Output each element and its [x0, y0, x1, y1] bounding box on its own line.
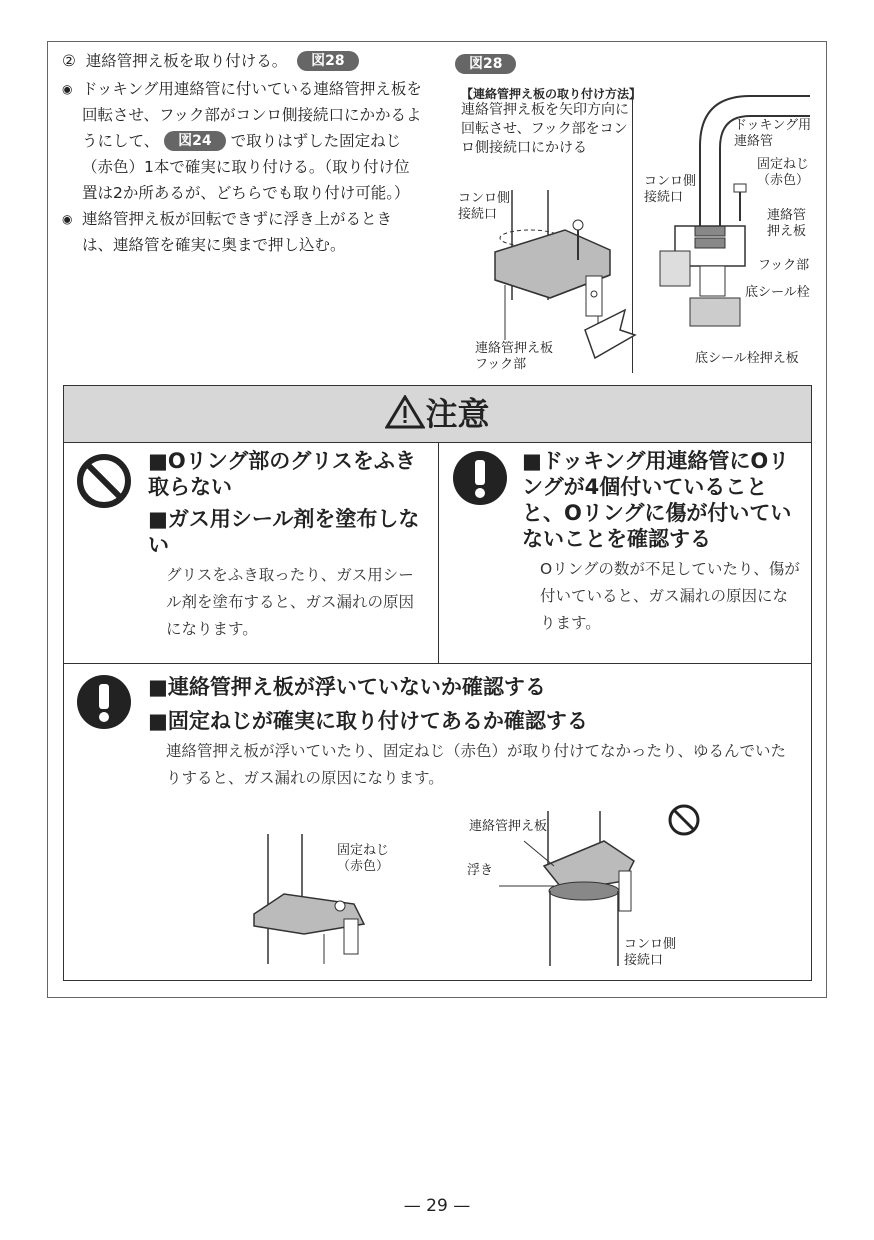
caution-right: [522, 448, 802, 637]
figure-ref-badge: 図28: [297, 51, 358, 71]
label-seal-plug: 底シール栓: [745, 285, 810, 300]
bullet-1-text: ドッキング用連絡管に付いている連絡管押え板を回転させ、フック部がコンロ側接続口にかかるようにして、: [82, 80, 422, 150]
figure-28-title: 【連絡管押え板の取り付け方法】: [461, 87, 642, 101]
step-instructions: [62, 48, 422, 258]
caution-horizontal-divider: [64, 663, 811, 664]
caution-right-heading: ■ドッキング用連絡管にOリングが4個付いていることと、Oリングに傷が付いていないことを確認する: [522, 449, 792, 551]
label-screw: 固定ねじ （赤色）: [757, 157, 810, 188]
label-plate: 連絡管 押え板: [767, 208, 807, 239]
bullet-2-text: 連絡管押え板が回転できずに浮き上がるときは、連絡管を確実に奥まで押し込む。: [82, 210, 393, 254]
label-bottom-plate: 連絡管押え板: [469, 819, 548, 834]
caution-bottom-body: 連絡管押え板が浮いていたり、固定ねじ（赤色）が取り付けてなかったり、ゆるんでいたりすると、ガス漏れの原因になります。: [166, 742, 787, 787]
caution-bottom-heading-2: ■固定ねじが確実に取り付けてあるか確認する: [148, 709, 588, 733]
label-right-port: コンロ側 接続口: [644, 174, 697, 205]
caution-title-text: 注意: [425, 395, 490, 433]
figure-28-badge: 図28: [455, 54, 516, 74]
caution-left: [148, 448, 428, 643]
label-docking-pipe: ドッキング用 連絡管: [734, 118, 812, 149]
step-number: ②: [62, 52, 76, 70]
label-left-hook: 連絡管押え板 フック部: [475, 341, 554, 372]
rotate-arrow-icon: [585, 310, 635, 358]
bullet-mark-icon: ◉: [62, 82, 73, 96]
label-bottom-screw: 固定ねじ （赤色）: [337, 843, 390, 874]
caution-box: [63, 385, 812, 981]
caution-bottom: [148, 674, 798, 792]
bullet-1: [62, 76, 422, 206]
caution-vertical-divider: [438, 443, 439, 663]
label-left-port: コンロ側 接続口: [458, 191, 511, 222]
bullet-2: [62, 206, 422, 258]
label-seal-plate: 底シール栓押え板: [695, 351, 799, 366]
step-title: 連絡管押え板を取り付ける。: [85, 52, 288, 70]
caution-left-heading-2: ■ガス用シール剤を塗布しない: [148, 507, 420, 557]
bullet-mark-icon: ◉: [62, 212, 73, 226]
warning-triangle-icon: [385, 395, 425, 429]
figure-28-description: 連絡管押え板を矢印方向に回転させ、フック部をコンロ側接続口にかける: [461, 102, 629, 156]
prohibited-icon: [76, 453, 132, 509]
label-bottom-port: コンロ側 接続口: [624, 937, 677, 968]
caution-bottom-heading-1: ■連絡管押え板が浮いていないか確認する: [148, 675, 546, 699]
caution-right-body: Oリングの数が不足していたり、傷が付いていると、ガス漏れの原因になります。: [540, 560, 800, 632]
mandatory-icon: [452, 450, 508, 506]
page-number: — 29 —: [403, 1196, 471, 1216]
step-heading: [62, 48, 422, 74]
prohibited-small-icon: [667, 803, 701, 837]
caution-left-heading-1: ■Oリング部のグリスをふき取らない: [148, 449, 416, 499]
mandatory-icon-bottom: [76, 674, 132, 730]
caution-title: [64, 386, 811, 443]
bullet-1-text-cont: で取りはずした固定ねじ（赤色）1本で確実に取り付ける。（取り付け位置は2か所あるが、どちらでも取り付け可能。）: [82, 132, 410, 202]
caution-left-body: グリスをふき取ったり、ガス用シール剤を塗布すると、ガス漏れの原因になります。: [166, 566, 415, 638]
figure-ref-badge-24: 図24: [164, 131, 225, 151]
label-hook: フック部: [758, 258, 810, 273]
label-bottom-float: 浮き: [467, 863, 494, 878]
